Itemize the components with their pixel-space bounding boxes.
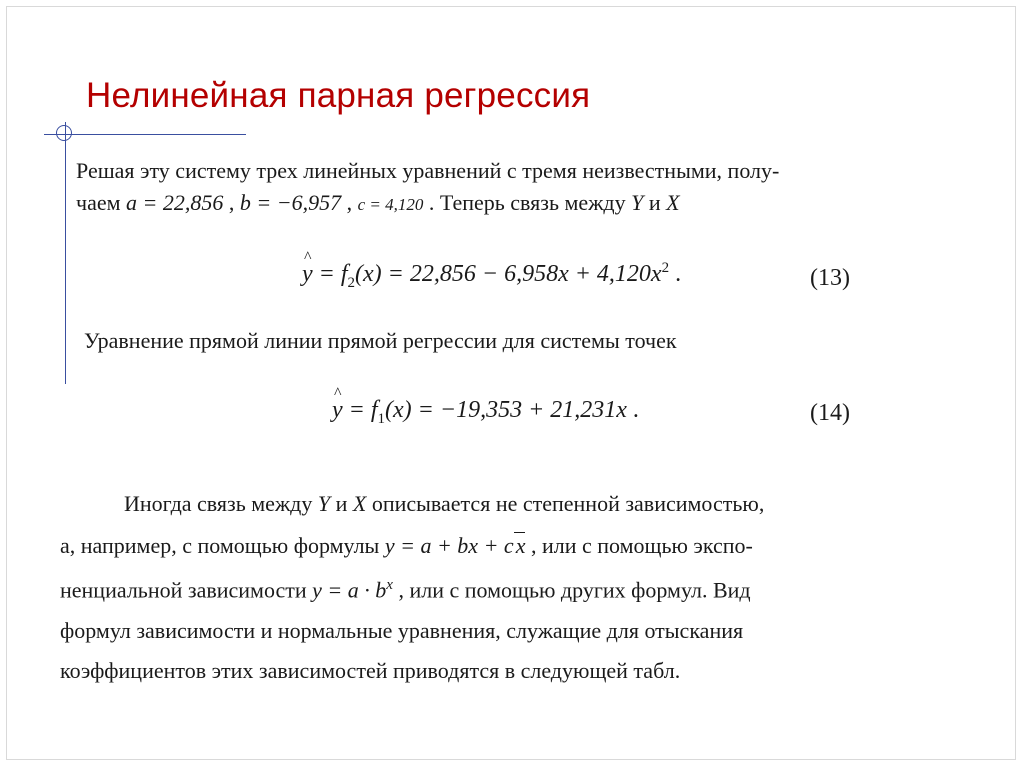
block1-line1: Решая эту систему трех линейных уравнений с тремя неизвестными, полу- xyxy=(76,158,780,183)
block3-line2: а, например, с помощью формулы y = a + bx + cx , или с помощью экспо- xyxy=(60,533,753,558)
block2-line1: Уравнение прямой линии прямой регрессии для системы точек xyxy=(84,328,677,353)
block1-line2: чаем a = 22,856 , b = −6,957 , c = 4,120 . Теперь связь между Y и X xyxy=(76,190,680,215)
coef-b: b = −6,957 xyxy=(239,190,342,215)
equation-14-number: (14) xyxy=(810,400,850,426)
decorative-vertical-line xyxy=(65,122,66,384)
equation-13-number: (13) xyxy=(810,265,850,291)
slide-frame xyxy=(6,6,1016,760)
block3-line3: ненциальной зависимости $y = a \cdot b^x$ , или с помощью других формул. Вид xyxy=(60,577,751,603)
decorative-circle-icon xyxy=(56,125,72,141)
equation-13: ^ $y = f_2(x) = 22,856 - 6,958x + 4,120x^2$ . xyxy=(302,260,681,292)
block3-line4: формул зависимости и нормальные уравнения, служащие для отыскания xyxy=(60,618,744,643)
coef-c: c = 4,120 xyxy=(357,195,424,214)
decorative-horizontal-line xyxy=(44,134,246,135)
formula-exponential: y = a · b xyxy=(312,577,387,603)
block3-line1: Иногда связь между Y и X описывается не степенной зависимостью, xyxy=(124,491,765,516)
equation-14: ^ $y = f_1(x) = -19,353 + 21,231x$ . xyxy=(332,397,639,428)
block3-line5: коэффициентов этих зависимостей приводятся в следующей табл. xyxy=(60,658,681,683)
coef-a: a = 22,856 xyxy=(126,190,224,215)
slide-title: Нелинейная парная регрессия xyxy=(86,76,591,115)
formula-sqrt: y = a + bx + c xyxy=(384,533,514,558)
sqrt-radicand: x xyxy=(515,533,526,558)
